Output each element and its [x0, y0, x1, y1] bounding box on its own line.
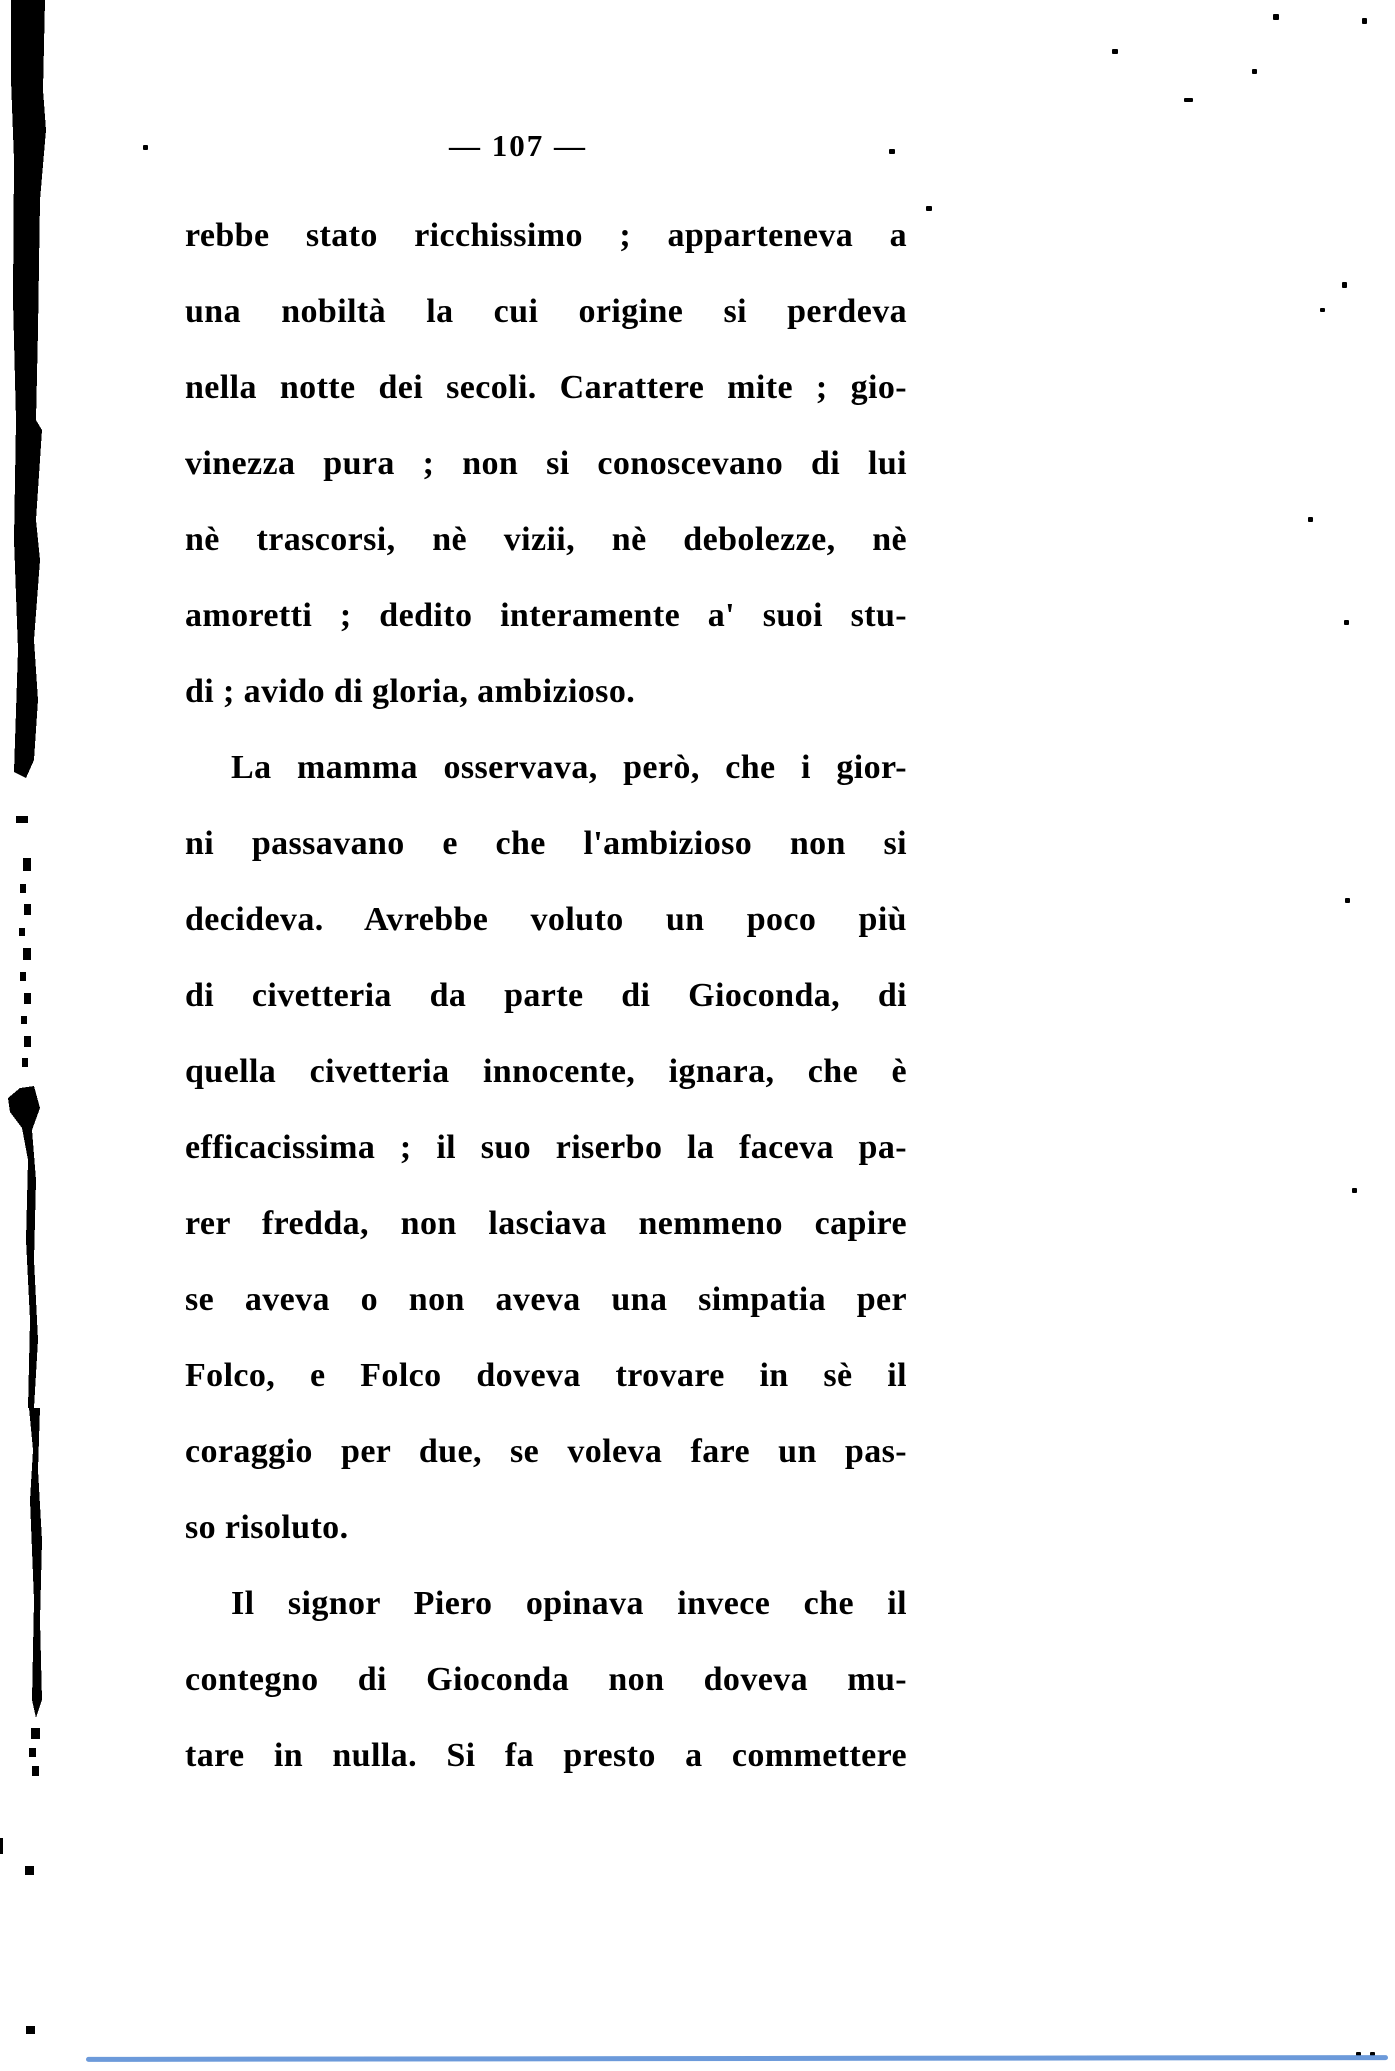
text-line: rebbe stato ricchissimo ; apparteneva a — [185, 217, 907, 254]
ink-speck — [1342, 282, 1347, 288]
text-line: una nobiltà la cui origine si perdeva — [185, 293, 907, 330]
text-line: tare in nulla. Si fa presto a commettere — [185, 1737, 907, 1774]
ink-speck — [889, 149, 895, 154]
ink-speck — [1352, 1188, 1357, 1193]
ink-speck — [1184, 98, 1193, 102]
text-line: contegno di Gioconda non doveva mu- — [185, 1661, 907, 1698]
ink-speck — [1252, 69, 1257, 74]
text-line: se aveva o non aveva una simpatia per — [185, 1281, 907, 1318]
text-line: vinezza pura ; non si conoscevano di lui — [185, 445, 907, 482]
ink-speck — [1344, 620, 1349, 625]
ink-speck — [1362, 18, 1367, 24]
page-number: — 107 — — [449, 128, 587, 163]
text-line: Il signor Piero opinava invece che il — [231, 1585, 907, 1622]
text-line: rer fredda, non lasciava nemmeno capire — [185, 1205, 907, 1242]
ink-speck — [143, 145, 148, 150]
text-line: quella civetteria innocente, ignara, che è — [185, 1053, 907, 1090]
text-line: efficacissima ; il suo riserbo la faceva pa- — [185, 1129, 907, 1166]
ink-speck — [1320, 308, 1325, 312]
ink-speck — [1308, 517, 1313, 522]
text-line: nella notte dei secoli. Carattere mite ; gio- — [185, 369, 907, 406]
text-line: amoretti ; dedito interamente a' suoi stu- — [185, 597, 907, 634]
ink-speck — [926, 206, 932, 211]
blue-pen-mark — [86, 2055, 1388, 2062]
binding-shadow-artifact — [0, 0, 60, 2071]
text-line: so risoluto. — [185, 1509, 349, 1546]
text-line: nè trascorsi, nè vizii, nè debolezze, nè — [185, 521, 907, 558]
text-line: La mamma osservava, però, che i gior- — [231, 749, 907, 786]
text-line: di civetteria da parte di Gioconda, di — [185, 977, 907, 1014]
text-line: ni passavano e che l'ambizioso non si — [185, 825, 907, 862]
ink-speck — [1273, 14, 1279, 20]
ink-speck — [1345, 898, 1350, 903]
text-block — [185, 198, 907, 1794]
text-line: di ; avido di gloria, ambizioso. — [185, 673, 636, 710]
text-line: coraggio per due, se voleva fare un pas- — [185, 1433, 907, 1470]
ink-speck — [1112, 49, 1118, 54]
text-line: Folco, e Folco doveva trovare in sè il — [185, 1357, 907, 1394]
text-line: decideva. Avrebbe voluto un poco più — [185, 901, 907, 938]
